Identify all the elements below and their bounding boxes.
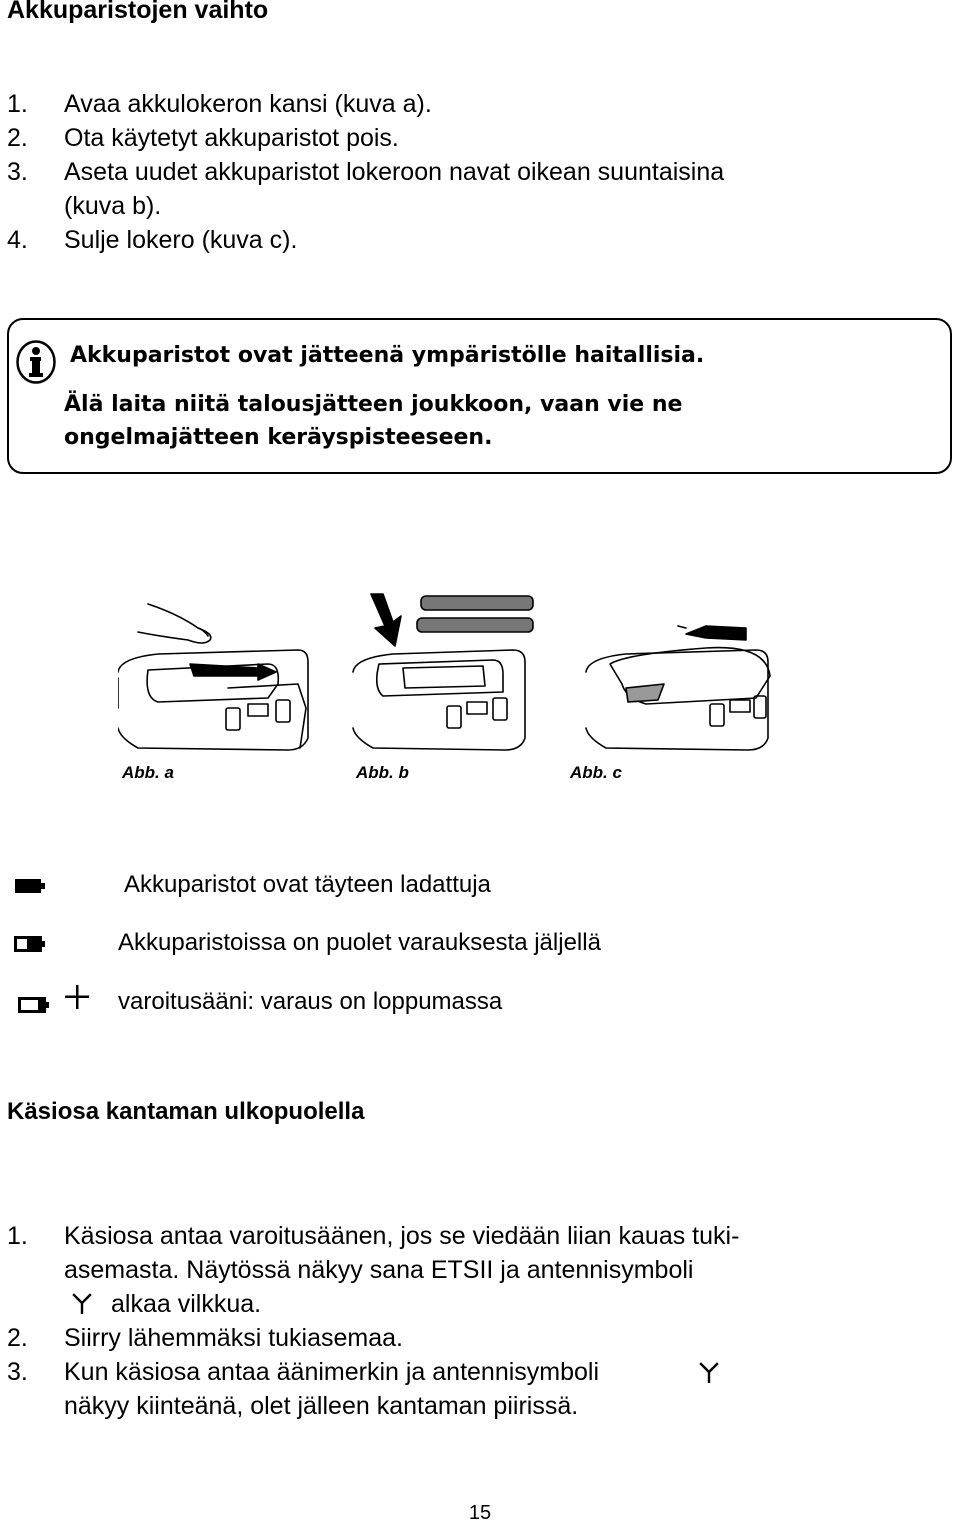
list-text: Kun käsiosa antaa äänimerkin ja antennisymboli: [64, 1358, 600, 1386]
info-text: Älä laita niitä talousjätteen joukkoon, vaan vie ne: [64, 392, 683, 417]
list-text: Avaa akkulokeron kansi (kuva a).: [64, 90, 432, 118]
list-number: 2.: [7, 124, 28, 152]
list-number: 1.: [7, 1222, 28, 1250]
list-number: 4.: [7, 226, 28, 254]
list-text: Sulje lokero (kuva c).: [64, 226, 298, 254]
figure-caption-c: Abb. c: [570, 763, 622, 782]
section-title: Akkuparistojen vaihto: [7, 0, 269, 24]
battery-status-text: varoitusääni: varaus on loppumassa: [118, 988, 503, 1015]
battery-low-icon: [18, 997, 50, 1013]
list-text: näkyy kiinteänä, olet jälleen kantaman piirissä.: [64, 1392, 579, 1420]
section-heading: Käsiosa kantaman ulkopuolella: [7, 1098, 365, 1125]
list-text: Siirry lähemmäksi tukiasemaa.: [64, 1324, 403, 1352]
list-text: asemasta. Näytössä näkyy sana ETSII ja antennisymboli: [64, 1256, 694, 1284]
list-number: 1.: [7, 90, 28, 118]
battery-status-text: Akkuparistot ovat täyteen ladattuja: [124, 871, 491, 898]
battery-half-icon: [14, 936, 46, 952]
info-text: Akkuparistot ovat jätteenä ympäristölle haitallisia.: [70, 343, 705, 368]
list-number: 3.: [7, 158, 28, 186]
list-text: Käsiosa antaa varoitusäänen, jos se viedään liian kauas tuki-: [64, 1222, 740, 1250]
panel-c: [586, 626, 770, 750]
figure-caption-a: Abb. a: [122, 763, 174, 782]
info-text: ongelmajätteen keräyspisteeseen.: [64, 425, 493, 450]
list-text: Ota käytetyt akkuparistot pois.: [64, 124, 399, 152]
list-text: Aseta uudet akkuparistot lokeroon navat oikean suuntaisina: [64, 158, 725, 186]
panel-b: [353, 594, 533, 750]
list-number: 3.: [7, 1358, 28, 1386]
info-icon: [16, 340, 56, 384]
figure-caption-b: Abb. b: [356, 763, 409, 782]
battery-status-text: Akkuparistoissa on puolet varauksesta jäljellä: [118, 929, 601, 956]
list-text: alkaa vilkkua.: [111, 1290, 262, 1318]
page-number: 15: [468, 1502, 492, 1524]
list-text: (kuva b).: [64, 192, 162, 220]
list-number: 2.: [7, 1324, 28, 1352]
battery-full-icon: [14, 878, 46, 894]
antenna-icon: [698, 1361, 720, 1383]
cross-icon: [64, 984, 90, 1010]
battery-replacement-illustration: [118, 588, 778, 796]
panel-a: [118, 604, 308, 750]
antenna-icon: [71, 1292, 93, 1314]
